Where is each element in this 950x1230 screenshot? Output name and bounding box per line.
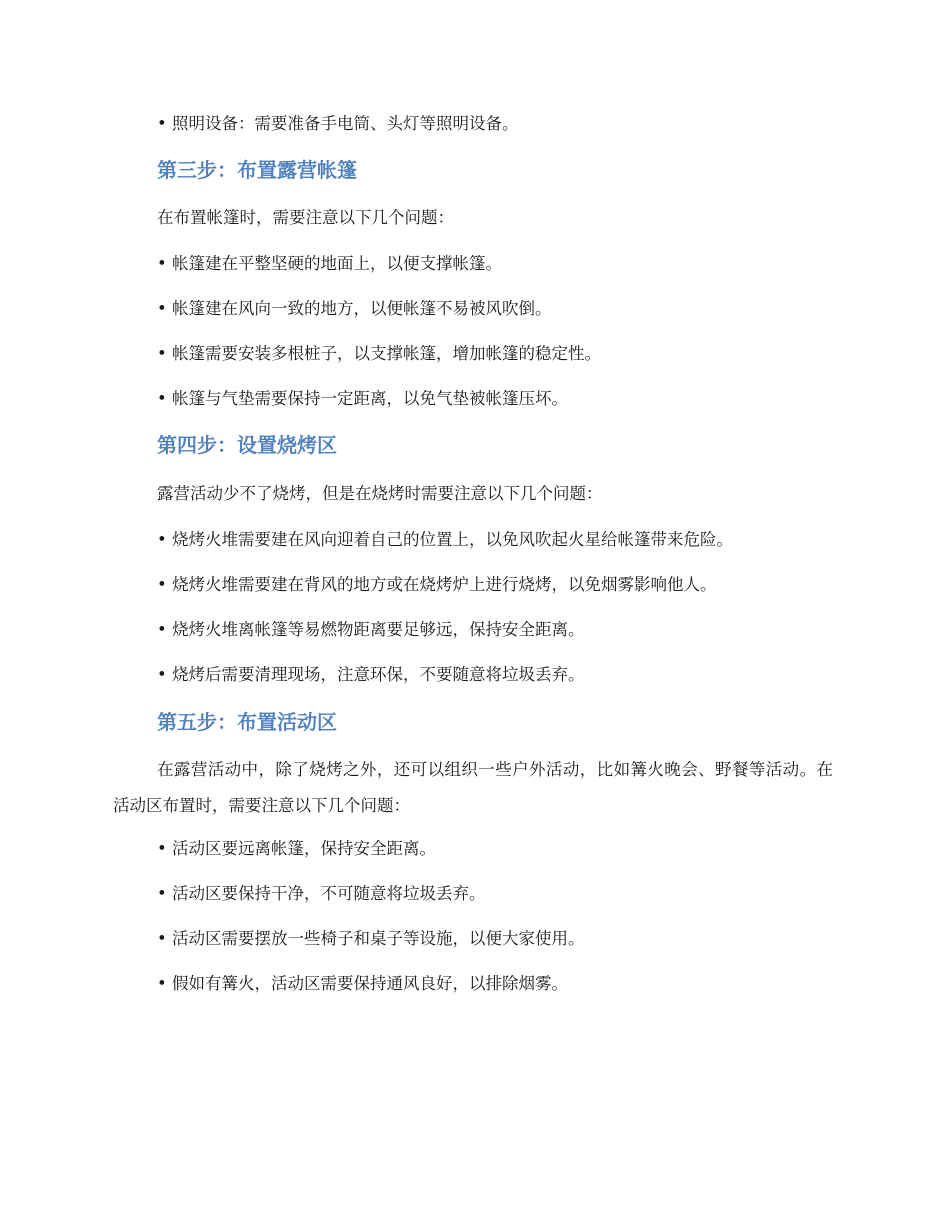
section-3-heading: 第三步：布置露营帐篷 (157, 158, 357, 182)
section-5-bullet: • 活动区要远离帐篷，保持安全距离。 (157, 839, 436, 858)
section-5-bullet: • 活动区要保持干净，不可随意将垃圾丢弃。 (157, 884, 486, 903)
section-5-bullet: • 活动区需要摆放一些椅子和桌子等设施，以便大家使用。 (157, 929, 585, 948)
section-5-intro: 在露营活动中，除了烧烤之外，还可以组织一些户外活动，比如篝火晚会、野餐等活动。在活动区布置时，需要注意以下几个问题： (113, 760, 833, 815)
section-3-bullet: • 帐篷与气垫需要保持一定距离，以免气垫被帐篷压坏。 (157, 389, 568, 408)
section-3-bullet: • 帐篷建在平整坚硬的地面上，以便支撑帐篷。 (157, 254, 502, 273)
section-4-bullet: • 烧烤火堆离帐篷等易燃物距离要足够远，保持安全距离。 (157, 620, 585, 639)
section-4-bullet: • 烧烤火堆需要建在风向迎着自己的位置上，以免风吹起火星给帐篷带来危险。 (157, 530, 733, 549)
section-4-heading: 第四步：设置烧烤区 (157, 433, 337, 457)
section-4-bullet: • 烧烤火堆需要建在背风的地方或在烧烤炉上进行烧烤，以免烟雾影响他人。 (157, 575, 717, 594)
bullet-lighting-equipment: • 照明设备：需要准备手电筒、头灯等照明设备。 (157, 114, 519, 133)
section-4-intro: 露营活动少不了烧烤，但是在烧烤时需要注意以下几个问题： (157, 484, 603, 503)
section-5-heading: 第五步：布置活动区 (157, 710, 337, 734)
section-5-bullet: • 假如有篝火，活动区需要保持通风良好，以排除烟雾。 (157, 974, 568, 993)
section-3-intro: 在布置帐篷时，需要注意以下几个问题： (157, 208, 454, 227)
section-3-bullet: • 帐篷建在风向一致的地方，以便帐篷不易被风吹倒。 (157, 299, 552, 318)
section-4-bullet: • 烧烤后需要清理现场，注意环保，不要随意将垃圾丢弃。 (157, 665, 585, 684)
section-3-bullet: • 帐篷需要安装多根桩子，以支撑帐篷，增加帐篷的稳定性。 (157, 344, 601, 363)
